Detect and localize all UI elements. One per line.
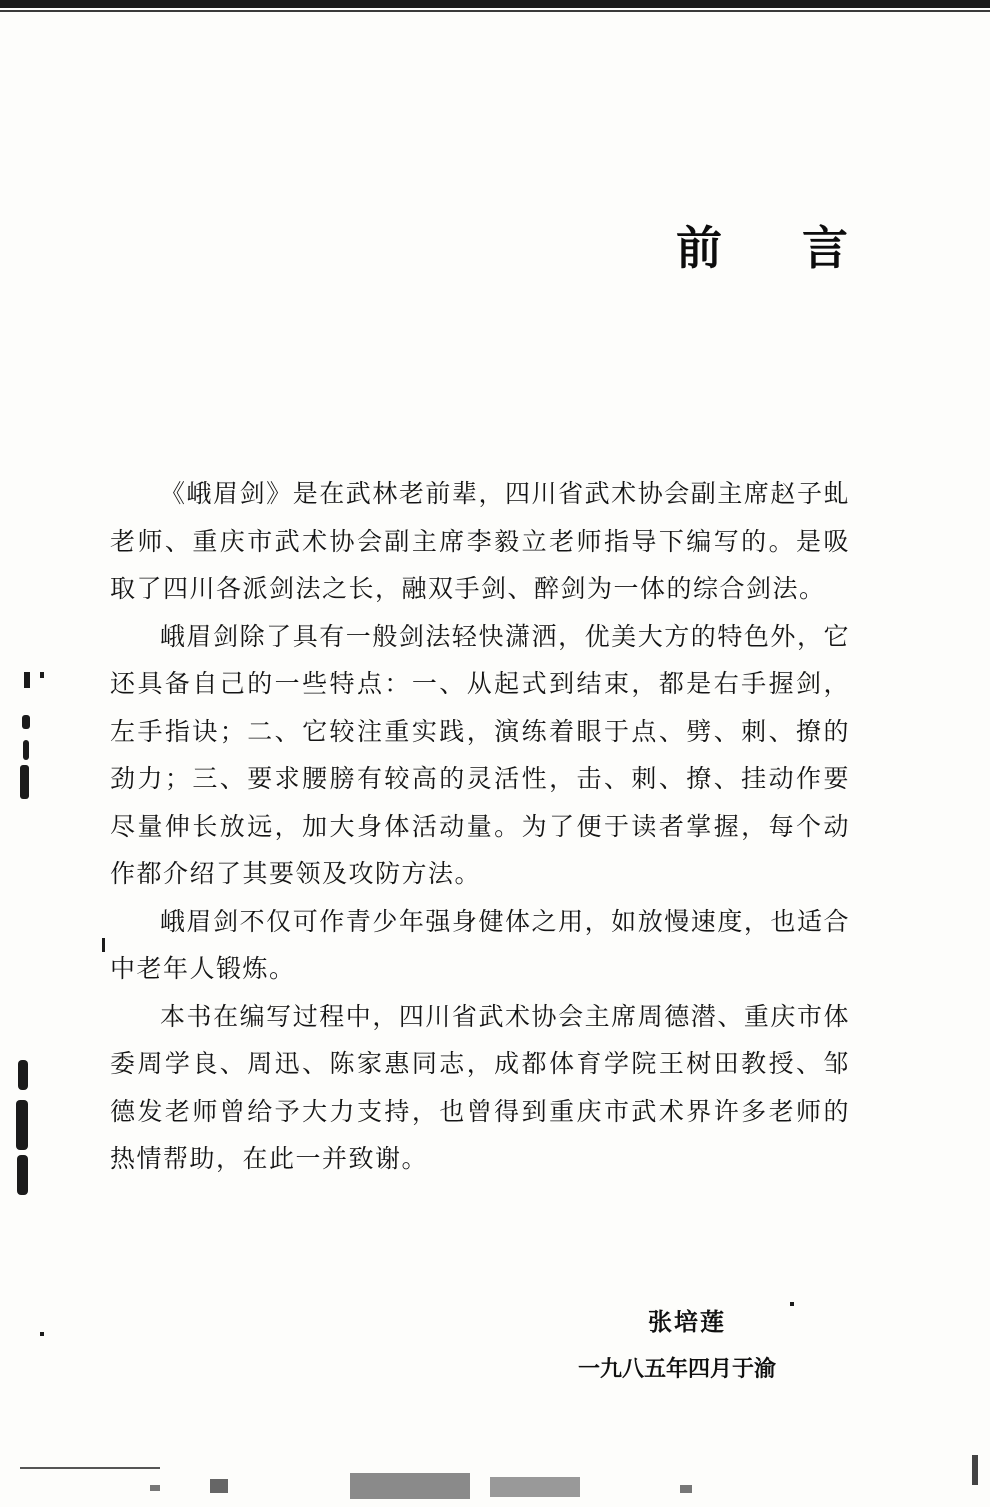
paragraph-2: 峨眉剑除了具有一般剑法轻快潇洒，优美大方的特色外，它还具备自己的一些特点：一、从起式到结束，都是右手握剑，左手指诀；二、它较注重实践，演练着眼于点、劈、刺、撩的劲力；三、要求腰膀有较高的灵活性，击、刺、撩、挂动作要尽量伸长放远，加大身体活动量。为了便于读者掌握，每个动作都介绍了其要领及攻防方法。 — [110, 621, 850, 888]
scan-artifact-mark — [17, 1155, 28, 1195]
page-title: 前言 — [676, 221, 928, 275]
preface-body — [110, 470, 850, 1183]
top-border-rule — [0, 0, 990, 8]
scan-artifact-mark — [20, 765, 29, 799]
scan-artifact-mark — [40, 672, 44, 678]
bottom-scan-noise — [0, 1455, 990, 1507]
scan-artifact-mark — [18, 1060, 28, 1090]
paragraph-3: 峨眉剑不仅可作青少年强身健体之用，如放慢速度，也适合中老年人锻炼。 — [110, 906, 850, 983]
scan-artifact-mark — [16, 1100, 28, 1150]
scan-artifact-mark — [22, 715, 30, 729]
scan-artifact-mark — [40, 1332, 44, 1336]
scan-artifact-mark — [102, 938, 105, 952]
paragraph-1: 《峨眉剑》是在武林老前辈，四川省武术协会副主席赵子虬老师、重庆市武术协会副主席李毅立老师指导下编写的。是吸取了四川各派剑法之长，融双手剑、醉剑为一体的综合剑法。 — [110, 479, 850, 603]
scan-artifact-mark — [24, 672, 30, 688]
paragraph-4: 本书在编写过程中，四川省武术协会主席周德潜、重庆市体委周学良、周迅、陈家惠同志，成都体育学院王树田教授、邹德发老师曾给予大力支持，也曾得到重庆市武术界许多老师的热情帮助，在此一并致谢。 — [110, 1001, 850, 1173]
scan-artifact-mark — [23, 740, 29, 760]
scan-artifact-mark — [790, 1302, 794, 1306]
signature-date: 一九八五年四月于渝 — [578, 1356, 777, 1382]
author-signature: 张培莲 — [648, 1307, 726, 1336]
top-border-thin-rule — [0, 10, 990, 12]
